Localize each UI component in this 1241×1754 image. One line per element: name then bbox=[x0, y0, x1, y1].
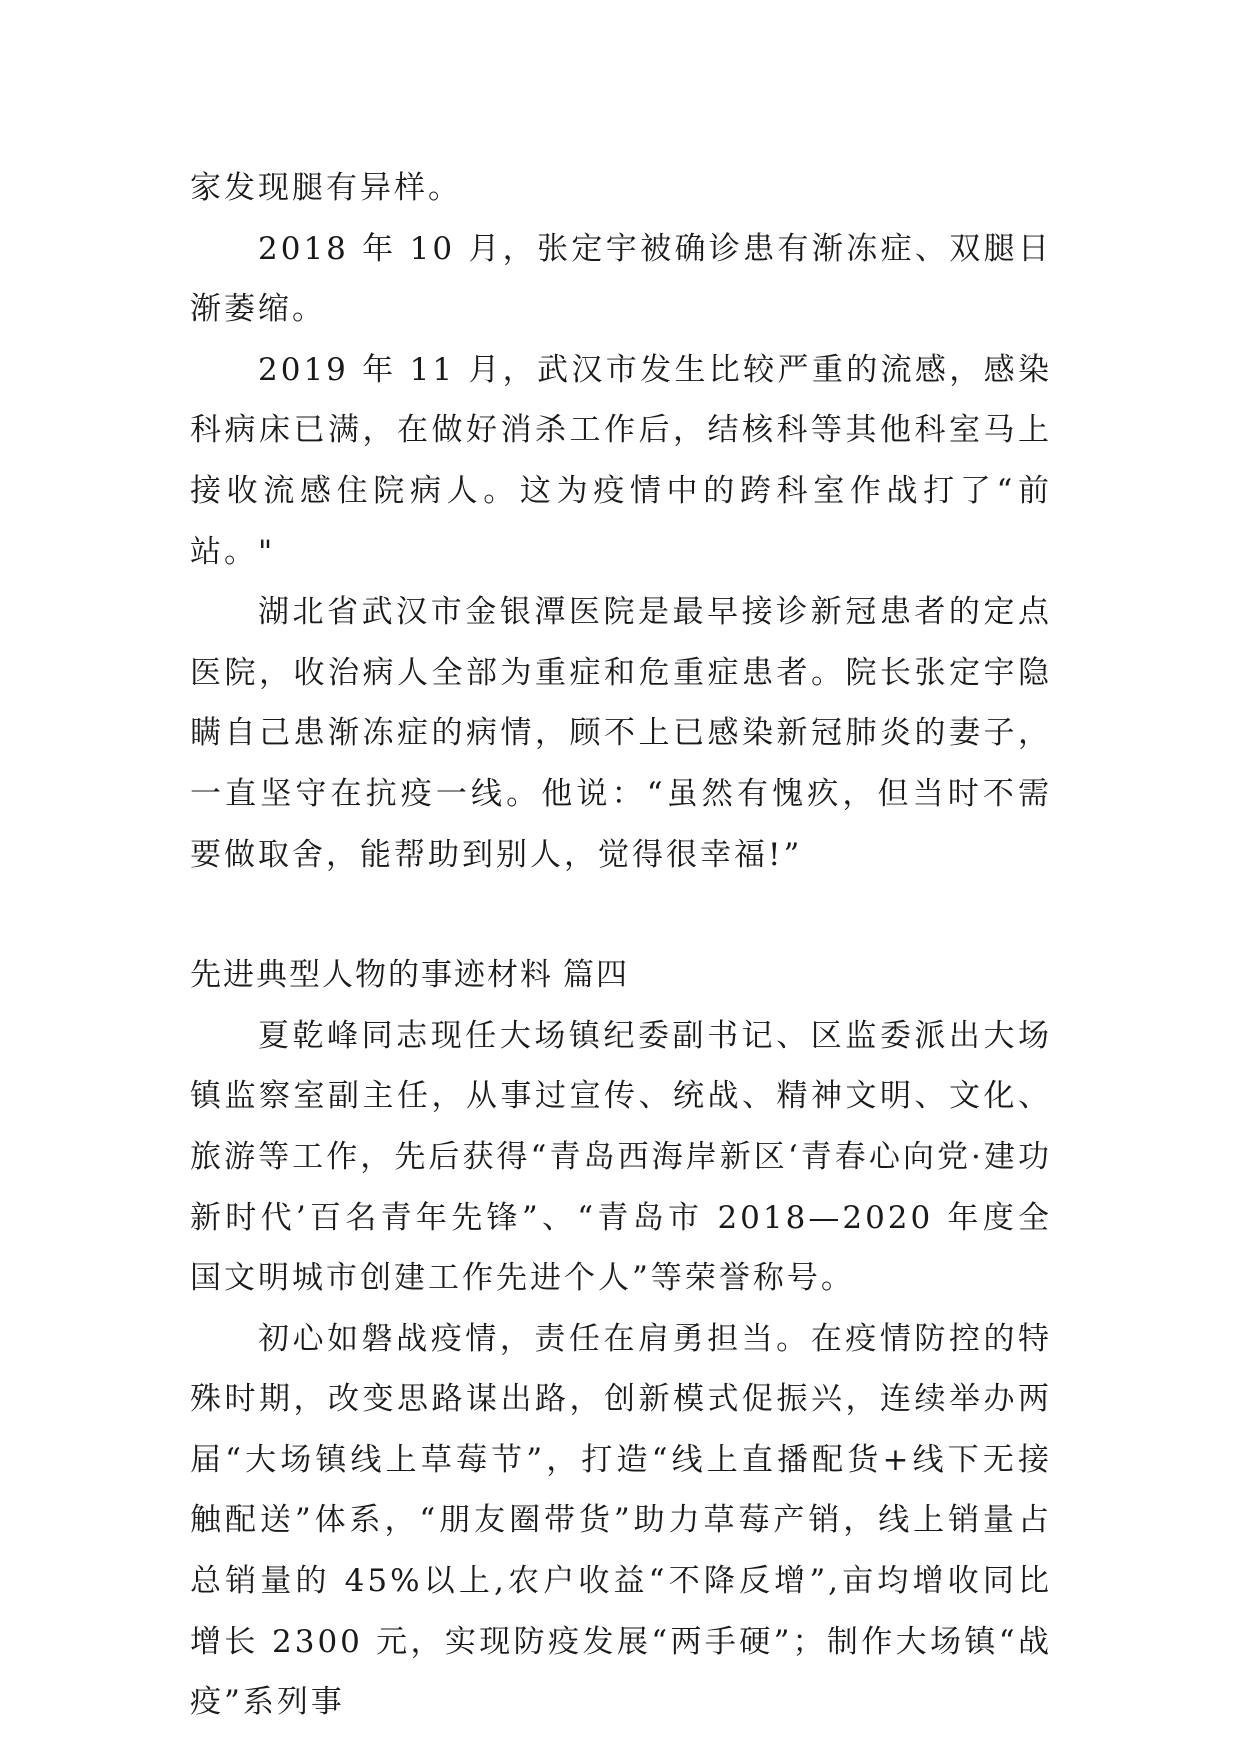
paragraph: 2019 年 11 月，武汉市发生比较严重的流感，感染科病床已满，在做好消杀工作后，结核科等其他科室马上接收流感住院病人。这为疫情中的跨科室作战打了“前站。" bbox=[190, 351, 1052, 570]
paragraph: 初心如磐战疫情，责任在肩勇担当。在疫情防控的特殊时期，改变思路谋出路，创新模式促振兴，连续举办两届“大场镇线上草莓节”，打造“线上直播配货+线下无接触配送”体系，“朋友圈带货”助力草莓产销，线上销量占总销量的 45%以上,农户收益“不降反增”,亩均增收同比增长 2300 元，实现防疫发展“两手硬”；制作大场镇“战疫”系列事 bbox=[190, 1320, 1052, 1721]
paragraph-continuation: 家发现腿有异样。 bbox=[190, 170, 462, 206]
paragraph: 湖北省武汉市金银潭医院是最早接诊新冠患者的定点医院，收治病人全部为重症和危重症患者。院长张定宇隐瞒自己患渐冻症的病情，顾不上已感染新冠肺炎的妻子，一直坚守在抗疫一线。他说：“虽然有愧疚，但当时不需要做取舍，能帮助到别人，觉得很幸福!” bbox=[190, 594, 1052, 873]
paragraph: 夏乾峰同志现任大场镇纪委副书记、区监委派出大场镇监察室副主任，从事过宣传、统战、精神文明、文化、旅游等工作，先后获得“青岛西海岸新区‘青春心向党·建功新时代’百名青年先锋”、“青岛市 2018—2020 年度全国文明城市创建工作先进个人”等荣誉称号。 bbox=[190, 1017, 1052, 1297]
document-body bbox=[190, 158, 1052, 1733]
paragraph: 2018 年 10 月，张定宇被确诊患有渐冻症、双腿日渐萎缩。 bbox=[190, 230, 1052, 328]
section-heading-part: 篇四 bbox=[563, 957, 629, 994]
section-heading-title: 先进典型人物的事迹材料 bbox=[190, 957, 553, 994]
section-heading bbox=[190, 945, 1052, 1006]
